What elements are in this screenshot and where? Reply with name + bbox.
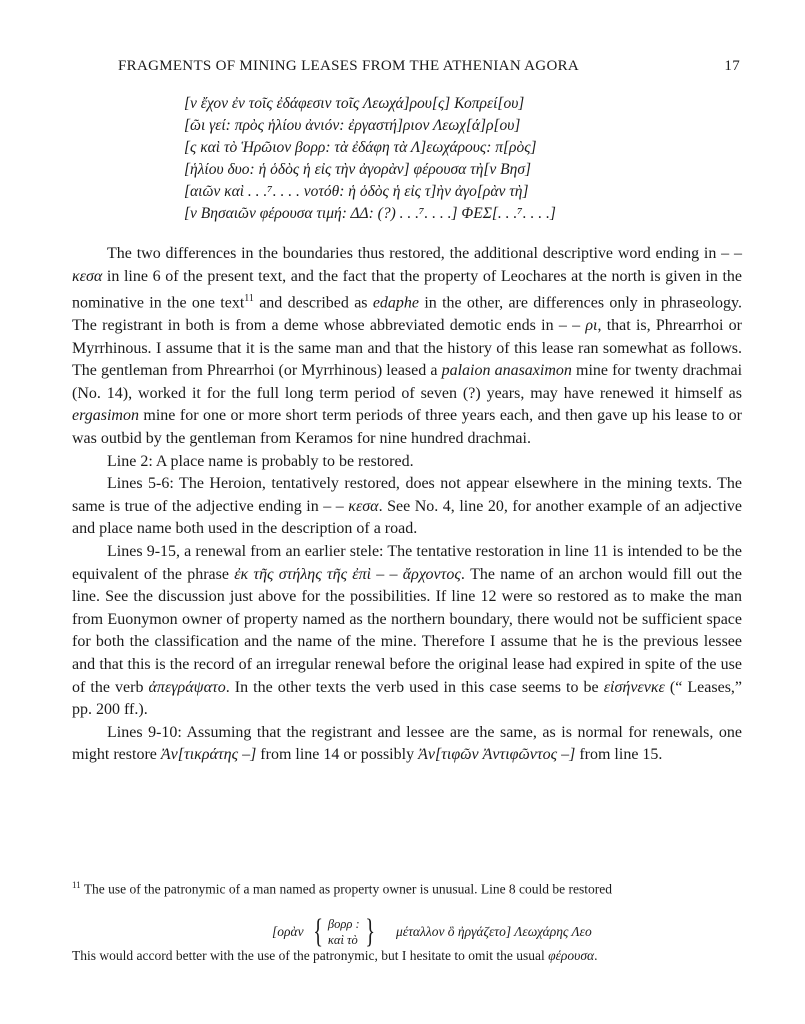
paragraph: Lines 9-15, a renewal from an earlier stele: The tentative restoration in line 11 is intended to be the equivalent of the phrase ἐκ τῆς στήλης τῆς ἐπὶ – – ἄρχοντος. The name of an archon would fill out the line. See the discussion just above for the possibilities. If line 12 were so restored as to make the man from Euonymon owner of property named as the northern boundary, there would not be sufficient space for both the classification and the name of the mine. Therefore I assume that he is the previous lessee and that this is the record of an irregular renewal before the original lease had expired in spite of the use of the verb ἀπεγράψατο. In the other texts the verb used in this case seems to be εἰσήνενκε (“ Leases,” pp. 200 ff.). xyxy=(72,543,743,719)
footnote-closing: This would accord better with the use of the patronymic, but I hesitate to omit the usual φέρουσα. xyxy=(72,948,598,963)
greek-line: [ῶι γεί: πρὸς ἡλίου ἀνιόν: ἐργαστή]ριον Λεωχ[ά]ρ[ου] xyxy=(184,117,521,134)
right-brace: } xyxy=(364,913,375,950)
footnote-formula: [ορὰν { βορρ : καὶ τὸ } μέταλλον ὃ ἠργάζετο] Λεωχάρης Λεο xyxy=(272,913,592,950)
footnote-text: The use of the patronymic of a man named as property owner is unusual. Line 8 could be restored xyxy=(83,881,613,897)
left-brace: { xyxy=(312,913,323,950)
greek-inscription xyxy=(184,93,664,225)
paragraph: Lines 9-10: Assuming that the registrant and lessee are the same, as is normal for renewals, one might restore Ἀν[τικράτης –] from line 14 or possibly Ἀν[τιφῶν Ἀντιφῶντος –] from line 15. xyxy=(72,723,742,764)
paragraph: Line 2: A place name is probably to be restored. xyxy=(107,452,414,470)
footnote xyxy=(72,876,742,899)
body-text xyxy=(72,243,742,767)
page-number: 17 xyxy=(724,58,740,74)
running-title: FRAGMENTS OF MINING LEASES FROM THE ATHENIAN AGORA xyxy=(118,58,580,74)
paragraph: Lines 5-6: The Heroion, tentatively restored, does not appear elsewhere in the mining texts. The same is true of the adjective ending in – – κεσα. See No. 4, line 20, for another example of an adjective and place name both used in the description of a road. xyxy=(72,475,743,538)
footnote-ref: 11 xyxy=(244,293,254,305)
footnote-number: 11 xyxy=(72,880,81,890)
greek-line: [ἡλίου δυο: ἡ ὁδὸς ἡ εἰς τὴν ἀγορὰν] φέρουσα τὴ[ν Βησ] xyxy=(184,161,532,178)
greek-line: [ς καὶ τὸ Ἡρῶιον βορρ: τὰ ἐδάφη τὰ Λ]εωχάρους: π[ρὸς] xyxy=(184,139,537,156)
greek-line: [ν ἔχον ἐν τοῖς ἐδάφεσιν τοῖς Λεωχά]ρου[ς] Κοπρεί[ου] xyxy=(184,95,525,112)
greek-line: [αιῶν καὶ . . .⁷. . . . νοτόθ: ἡ ὁδὸς ἡ εἰς τ]ὴν ἀγο[ρὰν τὴ] xyxy=(184,183,529,200)
paragraph: The two differences in the boundaries thus restored, the additional descriptive word ending in – – κεσα in line 6 of the present text, and the fact that the property of Leochares at the north is given in the nominative in the one text$^{11}$ and described as edaphe in the other, are differences only in phraseology. The registrant in both is from a deme whose abbreviated demotic ends in – – ρι, that is, Phrearrhoi or Myrrhinous. I assume that it is the same man and that the history of this lease ran somewhat as follows. The gentleman from Phrearrhoi (or Myrrhinous) leased a palaion anasaximon mine for twenty drachmai (No. 14), worked it for the full long term period of seven (?) years, may have renewed it himself as ergasimon mine for one or more short term periods of three years each, and then gave up his lease to or was outbid by the gentleman from Keramos for nine hundred drachmai. xyxy=(72,245,743,448)
greek-line: [ν Βησαιῶν φέρουσα τιμή: ΔΔ: (?) . . .⁷. . . .] ΦΕΣ[. . .⁷. . . .] xyxy=(184,205,556,222)
